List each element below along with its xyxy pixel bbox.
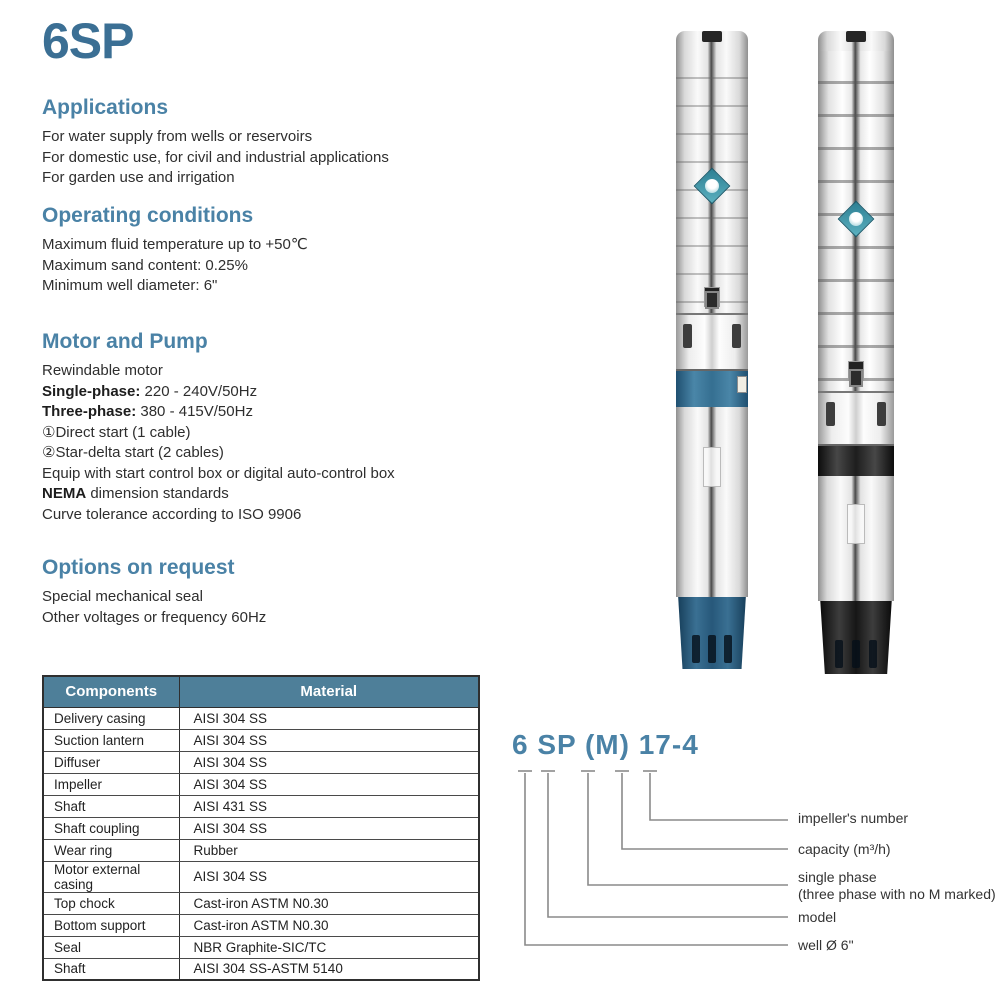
suction-slot (732, 324, 741, 348)
pump-motor-casing (818, 476, 894, 601)
motor-line: Equip with start control box or digital auto-control box (42, 464, 395, 482)
table-row (43, 707, 479, 729)
material-cell: AISI 304 SS (179, 751, 479, 773)
section-motor-and-pump (42, 330, 512, 525)
cable-guard-clip (705, 291, 719, 309)
material-cell: AISI 304 SS (179, 707, 479, 729)
callout-model: model (798, 909, 837, 925)
table-row (43, 936, 479, 958)
section-options-on-request (42, 556, 512, 628)
foot-slot (869, 640, 877, 668)
table-row (43, 751, 479, 773)
pump-motor-casing (676, 407, 748, 597)
motor-line: Three-phase: 380 - 415V/50Hz (42, 403, 253, 420)
options-line: Other voltages or frequency 60Hz (42, 608, 267, 626)
component-cell: Motor external casing (43, 861, 179, 892)
foot-slot (852, 640, 860, 668)
component-cell: Suction lantern (43, 729, 179, 751)
foot-slot (724, 635, 732, 663)
material-cell: AISI 304 SS (179, 817, 479, 839)
motor-nameplate (703, 447, 721, 487)
callout-single-phase: single phase (three phase with no M marked) (798, 869, 996, 902)
table-header-row (43, 676, 479, 707)
page-title: 6SP (42, 13, 134, 69)
material-cell: AISI 304 SS-ASTM 5140 (179, 958, 479, 980)
pump-photo-black-trim (818, 28, 894, 673)
table-row (43, 861, 479, 892)
cable-guard-clip (849, 369, 863, 387)
component-cell: Bottom support (43, 914, 179, 936)
pump-stage-body (818, 51, 894, 391)
material-cell: Cast-iron ASTM N0.30 (179, 892, 479, 914)
foot-slot (708, 635, 716, 663)
motor-line: Curve tolerance according to ISO 9906 (42, 505, 302, 523)
motor-line: Single-phase: 220 - 240V/50Hz (42, 382, 258, 400)
operating-line: Maximum fluid temperature up to +50℃ (42, 236, 308, 253)
table-row (43, 817, 479, 839)
cable-connector (737, 376, 747, 393)
brand-diamond-logo-icon (838, 201, 875, 238)
pump-seal-band-black (818, 446, 894, 476)
section-applications (42, 96, 512, 189)
operating-conditions-heading: Operating conditions (42, 204, 254, 227)
material-cell: AISI 304 SS (179, 773, 479, 795)
material-cell: AISI 304 SS (179, 861, 479, 892)
operating-line: Minimum well diameter: 6" (42, 277, 218, 294)
motor-nameplate (847, 504, 865, 544)
pump-suction-interconnect (818, 391, 894, 446)
material-cell: Rubber (179, 839, 479, 861)
components-material-table (42, 675, 480, 981)
component-cell: Seal (43, 936, 179, 958)
material-cell: AISI 431 SS (179, 795, 479, 817)
component-cell: Shaft (43, 795, 179, 817)
section-operating-conditions (42, 204, 512, 297)
component-cell: Diffuser (43, 751, 179, 773)
callout-impellers-number: impeller's number (798, 810, 909, 826)
suction-slot (826, 402, 835, 426)
brand-diamond-logo-icon (694, 168, 731, 205)
material-cell: NBR Graphite-SIC/TC (179, 936, 479, 958)
model-code-callout-lines (505, 765, 805, 960)
table-row (43, 729, 479, 751)
pump-outlet-port (846, 31, 866, 42)
foot-slot (835, 640, 843, 668)
component-cell: Impeller (43, 773, 179, 795)
component-cell: Wear ring (43, 839, 179, 861)
options-line: Special mechanical seal (42, 588, 203, 605)
component-cell: Shaft (43, 958, 179, 980)
material-header: Material (179, 676, 479, 707)
applications-heading: Applications (42, 96, 169, 119)
pump-delivery-head (676, 31, 748, 51)
foot-slot (692, 635, 700, 663)
material-cell: AISI 304 SS (179, 729, 479, 751)
table-row (43, 892, 479, 914)
suction-slot (877, 402, 886, 426)
table-row (43, 795, 479, 817)
applications-line: For domestic use, for civil and industrial applications (42, 148, 389, 166)
table-row (43, 839, 479, 861)
pump-suction-interconnect (676, 313, 748, 371)
applications-line: For water supply from wells or reservoirs (42, 128, 313, 145)
component-cell: Top chock (43, 892, 179, 914)
table-row (43, 914, 479, 936)
operating-line: Maximum sand content: 0.25% (42, 256, 248, 274)
components-header: Components (43, 676, 179, 707)
material-cell: Cast-iron ASTM N0.30 (179, 914, 479, 936)
pump-bottom-support-black (818, 601, 894, 674)
table-row (43, 773, 479, 795)
pump-photo-blue-trim (676, 28, 748, 666)
pump-delivery-head (818, 31, 894, 51)
motor-line: ①Direct start (1 cable) (42, 423, 191, 441)
options-heading: Options on request (42, 556, 235, 579)
model-code: 6 SP (M) 17-4 (512, 729, 699, 760)
callout-capacity: capacity (m³/h) (798, 841, 891, 857)
pump-stage-body (676, 51, 748, 313)
pump-outlet-port (702, 31, 722, 42)
pump-seal-band-blue (676, 371, 748, 407)
callout-well-diameter: well Ø 6" (798, 937, 854, 953)
motor-line: Rewindable motor (42, 362, 163, 379)
component-cell: Delivery casing (43, 707, 179, 729)
motor-line: NEMA dimension standards (42, 485, 229, 502)
table-row (43, 958, 479, 980)
motor-pump-heading: Motor and Pump (42, 330, 208, 353)
component-cell: Shaft coupling (43, 817, 179, 839)
motor-line: ②Star-delta start (2 cables) (42, 444, 224, 461)
pump-bottom-support-blue (676, 597, 748, 669)
applications-line: For garden use and irrigation (42, 169, 235, 186)
suction-slot (683, 324, 692, 348)
